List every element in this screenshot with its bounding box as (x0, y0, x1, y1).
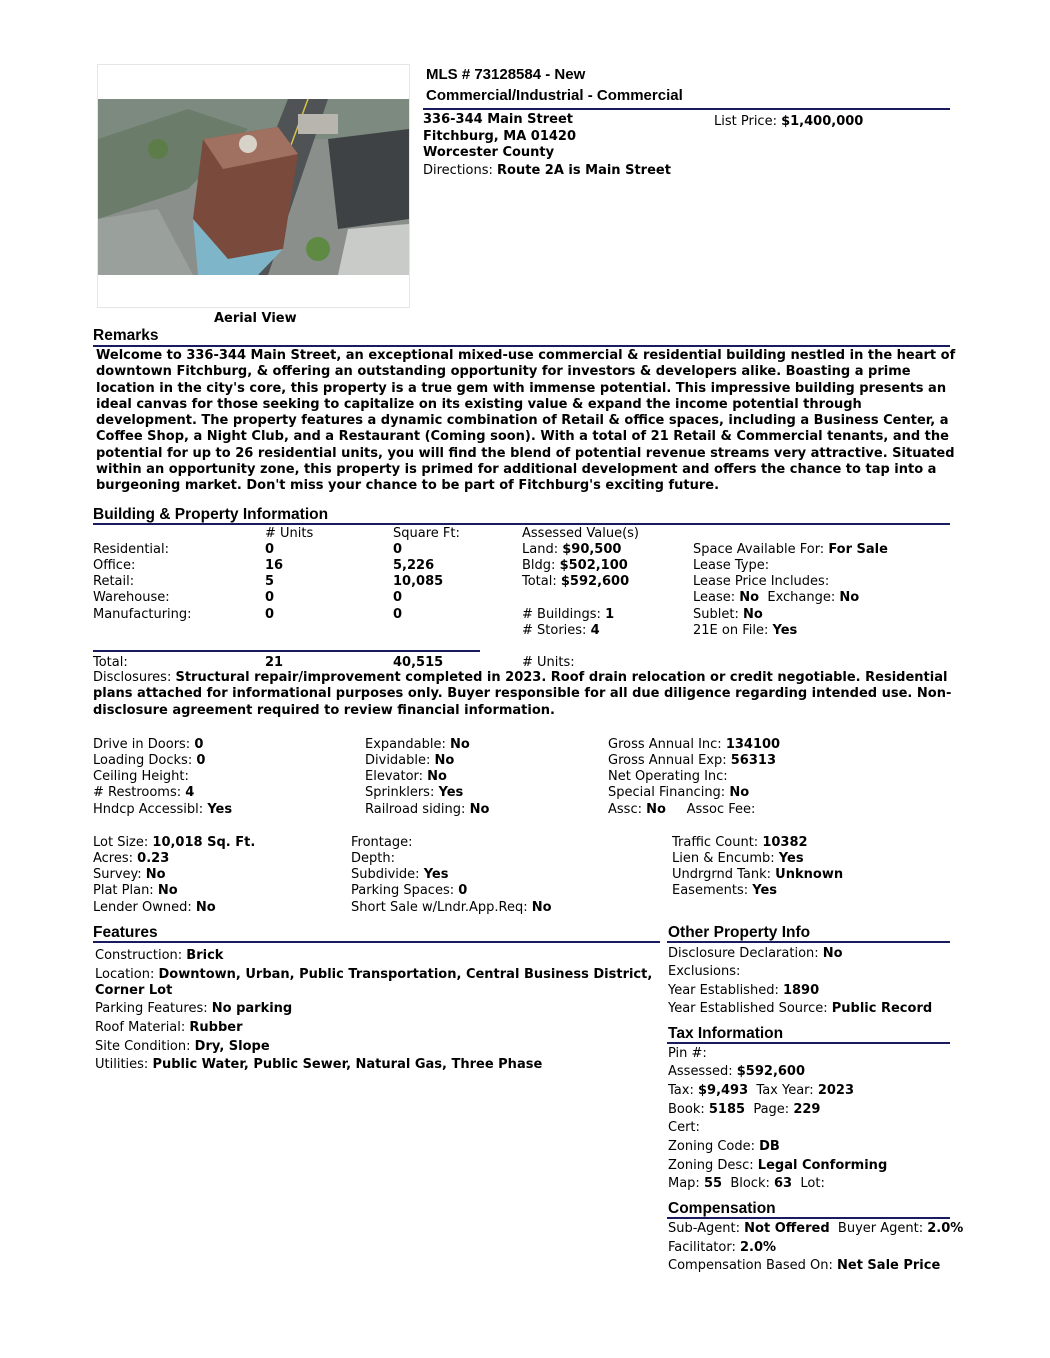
mls-number: MLS # 73128584 - New (426, 66, 586, 83)
total-rule (93, 650, 480, 652)
tax-map-block-lot: Map: 55 Block: 63 Lot: (668, 1176, 825, 1191)
detail-item: Ceiling Height: (93, 769, 189, 784)
other-item: Disclosure Declaration: No (668, 946, 843, 961)
feature-location-cont: Corner Lot (95, 983, 173, 998)
assoc-item: Assc: No Assoc Fee: (608, 802, 756, 817)
total-units: 21 (265, 655, 284, 670)
county: Worcester County (423, 145, 555, 160)
tax-zoning-desc: Zoning Desc: Legal Conforming (668, 1158, 888, 1173)
detail-item: Subdivide: Yes (351, 867, 449, 882)
row-units: 0 (265, 590, 275, 605)
detail-item: Lien & Encumb: Yes (672, 851, 804, 866)
total-value: Total: $592,600 (522, 574, 630, 589)
compensation-title: Compensation (668, 1200, 776, 1217)
total-sqft: 40,515 (393, 655, 444, 670)
feature-location: Location: Downtown, Urban, Public Transportation, Central Business District, (95, 967, 653, 982)
total-label: Total: (93, 655, 128, 670)
detail-item: Parking Spaces: 0 (351, 883, 468, 898)
col-sqft-header: Square Ft: (393, 526, 460, 541)
lease-type: Lease Type: (693, 558, 770, 573)
features-rule (93, 941, 660, 943)
aerial-photo (98, 99, 409, 275)
detail-item: Net Operating Inc: (608, 769, 728, 784)
features-title: Features (93, 924, 158, 941)
address-line1: 336-344 Main Street (423, 112, 573, 127)
remarks-title: Remarks (93, 327, 159, 344)
detail-item: Depth: (351, 851, 395, 866)
stories-count: # Stories: 4 (522, 623, 600, 638)
other-item: Exclusions: (668, 964, 741, 979)
col-units-header: # Units (265, 526, 314, 541)
row-sqft: 0 (393, 542, 403, 557)
comp-facilitator: Facilitator: 2.0% (668, 1240, 777, 1255)
other-info-rule (667, 941, 950, 943)
photo-caption: Aerial View (214, 311, 297, 326)
feature-parking: Parking Features: No parking (95, 1001, 293, 1016)
building-info-rule (93, 523, 950, 525)
row-sqft: 10,085 (393, 574, 444, 589)
detail-item: Special Financing: No (608, 785, 750, 800)
row-label: Office: (93, 558, 136, 573)
feature-construction: Construction: Brick (95, 948, 224, 963)
units-label: # Units: (522, 655, 575, 670)
col-assessed-header: Assessed Value(s) (522, 526, 639, 541)
other-item: Year Established Source: Public Record (668, 1001, 933, 1016)
row-units: 16 (265, 558, 284, 573)
row-units: 0 (265, 542, 275, 557)
row-label: Warehouse: (93, 590, 170, 605)
detail-item: # Restrooms: 4 (93, 785, 195, 800)
detail-item: Dividable: No (365, 753, 455, 768)
tax-zoning-code: Zoning Code: DB (668, 1139, 780, 1154)
remarks-rule (93, 345, 950, 347)
tax-assessed: Assessed: $592,600 (668, 1064, 806, 1079)
row-sqft: 0 (393, 590, 403, 605)
sublet: Sublet: No (693, 607, 763, 622)
row-units: 5 (265, 574, 275, 589)
e21-on-file: 21E on File: Yes (693, 623, 798, 638)
tax-info-rule (667, 1042, 950, 1044)
detail-item: Plat Plan: No (93, 883, 178, 898)
tax-pin: Pin #: (668, 1046, 707, 1061)
row-units: 0 (265, 607, 275, 622)
detail-item: Frontage: (351, 835, 413, 850)
tax-cert: Cert: (668, 1120, 700, 1135)
other-item: Year Established: 1890 (668, 983, 820, 998)
row-label: Manufacturing: (93, 607, 192, 622)
detail-item: Lot Size: 10,018 Sq. Ft. (93, 835, 256, 850)
address-line2: Fitchburg, MA 01420 (423, 129, 577, 144)
row-label: Retail: (93, 574, 135, 589)
property-type: Commercial/Industrial - Commercial (426, 87, 683, 104)
row-sqft: 5,226 (393, 558, 435, 573)
row-sqft: 0 (393, 607, 403, 622)
detail-item: Sprinklers: Yes (365, 785, 464, 800)
comp-subagent: Sub-Agent: Not Offered Buyer Agent: 2.0% (668, 1221, 964, 1236)
disclosures: Disclosures: Structural repair/improvement completed in 2023. Roof drain relocation or credit negotiable. Residential plans attached for informational purposes only. Buyer responsible for all due diligence regarding intended use. Non-disclosure agreement required to review financial information. (93, 670, 952, 718)
detail-item: Traffic Count: 10382 (672, 835, 808, 850)
comp-based-on: Compensation Based On: Net Sale Price (668, 1258, 941, 1273)
bldg-value: Bldg: $502,100 (522, 558, 628, 573)
lease-price-includes: Lease Price Includes: (693, 574, 830, 589)
detail-item: Undrgrnd Tank: Unknown (672, 867, 844, 882)
detail-item: Acres: 0.23 (93, 851, 170, 866)
detail-item: Expandable: No (365, 737, 470, 752)
detail-item: Railroad siding: No (365, 802, 490, 817)
detail-item: Short Sale w/Lndr.App.Req: No (351, 900, 552, 915)
feature-utilities: Utilities: Public Water, Public Sewer, Natural Gas, Three Phase (95, 1057, 543, 1072)
detail-item: Drive in Doors: 0 (93, 737, 204, 752)
detail-item: Survey: No (93, 867, 166, 882)
detail-item: Gross Annual Exp: 56313 (608, 753, 776, 768)
lease-exchange: Lease: No Exchange: No (693, 590, 860, 605)
detail-item: Easements: Yes (672, 883, 778, 898)
feature-roof: Roof Material: Rubber (95, 1020, 243, 1035)
detail-item: Elevator: No (365, 769, 447, 784)
compensation-rule (667, 1217, 950, 1219)
row-label: Residential: (93, 542, 169, 557)
header-rule (423, 108, 950, 110)
list-price: List Price: $1,400,000 (714, 114, 864, 129)
land-value: Land: $90,500 (522, 542, 622, 557)
other-info-title: Other Property Info (668, 924, 811, 941)
space-available: Space Available For: For Sale (693, 542, 888, 557)
detail-item: Loading Docks: 0 (93, 753, 206, 768)
detail-item: Hndcp Accessibl: Yes (93, 802, 233, 817)
remarks-text: Welcome to 336-344 Main Street, an exceptional mixed-use commercial & residential building nestled in the heart of downtown Fitchburg, & offering an outstanding opportunity for investors & developers alike. Boasting a prime location in the city's core, this property is a true gem with immense potential. This impressive building presents an ideal canvas for those seeking to capitalize on its existing value & expand the income potential through development. The property features a dynamic combination of Retail & office spaces, including a Business Center, a Coffee Shop, a Night Club, and a Restaurant (Coming soon). With a total of 21 Retail & Commercial tenants, and the potential for up to 26 residential units, you will find the blend of potential revenue streams very attractive. Situated within an opportunity zone, this property is primed for additional development and offers the chance to tap into a burgeoning market. Don't miss your chance to be part of Fitchburg's exciting future. (96, 348, 956, 494)
tax-amount: Tax: $9,493 Tax Year: 2023 (668, 1083, 855, 1098)
tax-info-title: Tax Information (668, 1025, 784, 1042)
buildings-count: # Buildings: 1 (522, 607, 615, 622)
directions: Directions: Route 2A is Main Street (423, 163, 671, 178)
feature-site: Site Condition: Dry, Slope (95, 1039, 270, 1054)
tax-book-page: Book: 5185 Page: 229 (668, 1102, 821, 1117)
property-photo-frame (97, 64, 410, 326)
detail-item: Gross Annual Inc: 134100 (608, 737, 781, 752)
building-info-title: Building & Property Information (93, 506, 329, 523)
detail-item: Lender Owned: No (93, 900, 216, 915)
